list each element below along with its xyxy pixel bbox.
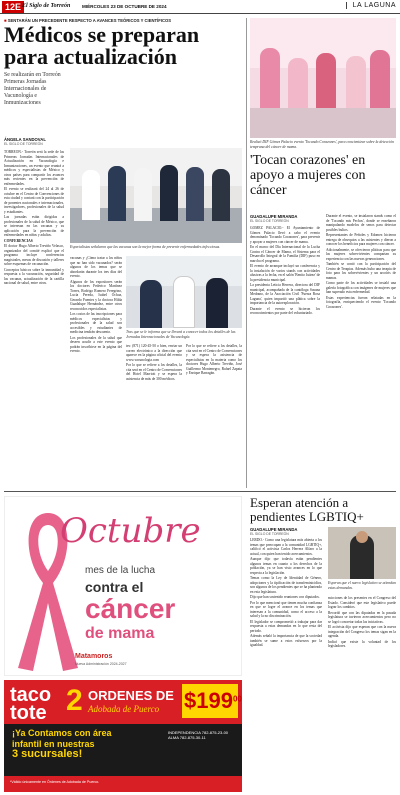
lgbtq-headline: Esperan atención a pendientes LGBTIQ+ <box>250 495 364 524</box>
ad-line-4: de mama <box>85 625 155 642</box>
main-subhead: Se realizarán en Torreón Primeras Jornadas Internacionales de Vacunología e Inmunizaciones <box>4 72 61 106</box>
cancer-awareness-ad <box>4 496 242 676</box>
main-kicker: ■ SENTARÁN UN PRECEDENTE RESPECTO A AVANCES TEÓRICOS Y CIENTÍFICOS <box>4 18 172 23</box>
masthead: El Siglo de Torreón <box>22 3 71 9</box>
taco-tote-ad <box>4 680 242 792</box>
offer-line-2: Adobada de Puerco <box>88 704 160 714</box>
main-headline: Médicos se preparan para actualización <box>4 22 200 69</box>
section-divider <box>4 491 396 492</box>
lgbtq-body-col1: LERDO.- Como una legislatura más abierta a los temas que preocupan a la comunidad LGBTIQ+, calificó el activista Carlos Herrera Alfaro a la actual, con quien han tenido acercamientos. Aunque dijo que todavía están pendientes algunos temas en cuanto a los derechos de la población, ya se han visto avances en lo que respecta a la legislación. Temas como la Ley de Identidad de Género, adopciones y la tipificación de transfeminicidios, son algunos de los pendientes que se ha planteado en esta legislatura. Dijo que han sostenido reuniones con diputados. Por lo que mencionó que tienen mucha confianza en que se logre el avance en los temas que interesan a la comunidad, como el acceso a la salud y la no discriminación. El legislador se comprometió a trabajar para dar respuesta a estas demandas en lo que resta del periodo. Además señaló la importancia de que la sociedad también se sume a estos esfuerzos por la igualdad. <box>250 538 322 647</box>
main-body-col3: tes: (871) 120-45-50 o bien, enviar un correo electrónico a la dirección que aparece en la página oficial del evento www.vacunologia.com Por lo que se refiere a los detalles, la cita será en el Centro de Convenciones del Hotel Marriott y se espera la asistencia de más de 300 médicos. <box>126 344 182 381</box>
ad-line-2: contra el <box>85 579 144 595</box>
promo-text: ¡Ya Contamos con área infantil en nuestras 3 sucursales! <box>12 728 112 760</box>
cancer-photo-caption: Realizó DIF Gómez Palacio evento 'Tocando Corazones', para concientizar sobre la detección temprana del cáncer de mama. <box>250 140 394 149</box>
page-number: 12E <box>2 1 24 13</box>
page-header <box>0 0 400 14</box>
taco-brand: taco tote <box>10 684 52 724</box>
lgbtq-body-col2: micciones de los presentes en el Congreso del Estado. Consideró que este legislativo puede lograr los cambios. Recordó que con las diputadas en la pasada legislatura se tuvieron acercamientos pero no se logró concretar todas las iniciativas. El activista dijo que esperan que con la nueva integración del Congreso los temas sigan en la agenda. Indicó que existe la voluntad de los legisladores. <box>328 596 396 648</box>
ad-line-1: mes de la lucha <box>85 565 156 576</box>
lgbtq-photo <box>328 527 396 579</box>
offer-number: 2 <box>66 684 83 717</box>
lgbtq-byline: GUADALUPE MIRANDA EL SIGLO DE TORREÓN <box>250 527 298 536</box>
main-body-col2: vacunas y ¿Cómo tratar a los niños que no han sido vacunados? serán algunos de los temas que se abordarán durante los tres días del evento. Algunos de los expositores serán los doctores Federico Martínez Torres, Rodrigo Romero Feregrino, Lucía Pereda, Isabel Ochoa, Gerardo Fuentes y la doctora Hilda Guadalupe Hernández, entre otros reconocidos especialistas. Los costos de las inscripciones para médicos especialistas y profesionales de la salud son accesibles y estudiantes de medicina tendrán descuento. Los profesionales de la salud que deseen acudir a este evento que podrán inscribirse en la página del evento. <box>70 256 122 353</box>
main-byline: ÁNGELA SANDOVAL EL SIGLO DE TORREÓN <box>4 137 46 146</box>
offer-line-1: ORDENES DE <box>88 688 174 703</box>
contact-info: INDEPENDENCIA 782-875-23-00 ALMA 782-875-30-11 <box>168 730 229 740</box>
cancer-headline: 'Tocan corazones' en apoyo a mujeres con cáncer <box>250 153 366 198</box>
main-body-col4: Por lo que se refiere a los detalles, la cita será en el Centro de Convenciones y se espera la asistencia de especialistas en la materia como los doctores Hugo Alberto Treviño, José Guillermo Montenegro, Rafael Zapata y Enrique Barragán. <box>186 344 242 375</box>
column-divider <box>246 18 247 488</box>
ad-logo-sub: Nueva Administración 2024-2027 <box>75 662 127 666</box>
section-name: LA LAGUNA <box>346 2 396 9</box>
cancer-body-col2: Durante el evento, se instalaron stands como el de 'Tocando mis Pechos', donde se enseñaron manipulando modelos de senos para detectar posibles bultos. Representantes de Peñoles y Edomex hicieron entrega de obsequios a las asistentes y dieron a conocer los beneficios para mujeres con cáncer. Adicionalmente, se ofrecieron pláticas para que las mujeres sobrevivientes compartan su experiencia con las nuevas generaciones. También se contó con la participación del Centro de Terapias. Además hubo una terapia de foto para los sobrevivientes y un arcoíris de mamas. Como parte de los actividades se instaló una galería fotográfica con imágenes de mujeres que han superado esta enfermedad. Estas experiencias fueron relatadas en la fotografía, enriqueciendo el evento 'Tocando Corazones'. <box>326 214 396 309</box>
secondary-photo-caption: Tras que se le informa que se llevará a conocer todos los detalles de las Jornadas Internacionales de Vacunología. <box>126 330 236 339</box>
secondary-photo <box>126 256 242 328</box>
lgbtq-photo-caption: Esperan que el nuevo legislativo se atiendan estas demandas. <box>328 581 396 590</box>
cancer-body-col1: GÓMEZ PALACIO.- El Ayuntamiento de Gómez Palacio llevó a cabo el evento denominado 'Tocando Corazones', para prevenir y apoyar a mujeres con cáncer de mama. En el marco del Día Internacional de la Lucha Contra el Cáncer de Mama, el Sistema para el Desarrollo Integral de la Familia (DIF) puso en marcha el programa. El evento de arranque incluyó un conferencia y la instalación de varios stands con actividades alusivas a la fecha, en el salón 'Benito Juárez' de la presidencia municipal. La presidenta Leticia Herrera, directora del DIF municipal, acompañada de la cantóloga Susana Medrano, de la Asociación Civil 'Fuerza Rosa Laguna', quien impartió una plática sobre la importancia de la autoexploración. Durante el evento se hicieron los reconocimientos por parte del voluntariado. <box>250 226 320 315</box>
issue-date: MIÉRCOLES 23 DE OCTUBRE DE 2024 <box>82 4 167 9</box>
ad-logo: Matamoros <box>75 653 113 660</box>
cancer-photo <box>250 18 396 138</box>
ad-line-3: cáncer <box>85 593 176 624</box>
main-body-col1: TORREÓN.- Torreón será la sede de las Primeras Jornadas Internacionales de Actualización en Vacunología e Inmunizaciones, un evento que reunirá a médicos y especialistas de México y otros países para compartir los avances más recientes en la prevención de enfermedades. El evento se realizará del 24 al 26 de octubre en el Centro de Convenciones de esta ciudad y contará con la participación de ponentes nacionales e internacionales, investigadores, profesionales de la salud y estudiantes. Las jornadas están dirigidas a profesionales de la salud de México, que se interesan en las vacunas y su aplicación para la prevención de enfermedades en niños y adultos. CONFERENCIAS El doctor Hugo Alberto Treviño Velasco, organizador del comité explicó que el programa incluye conferencias magistrales, mesas de discusión y talleres sobre esquemas de vacunación. Conceptos básicos sobre la inmunidad y respuesta a la vacunación, seguridad de las vacunas, actualización de la cartilla nacional de salud, entre otros. <box>4 150 64 285</box>
cancer-byline: GUADALUPE MIRANDA EL SIGLO DE TORREÓN <box>250 214 298 223</box>
main-photo-caption: Especialistas señalaron que las vacunas son la mejor forma de prevenir enfermedades infecciosas. <box>70 245 221 249</box>
fine-print: *Válido únicamente en Órdenes de Adobada de Puerco. <box>10 780 100 784</box>
price-tag: $\$199^{00}$ <box>182 684 238 718</box>
ad-script-title: Octubre <box>60 511 201 551</box>
main-photo <box>70 148 242 243</box>
